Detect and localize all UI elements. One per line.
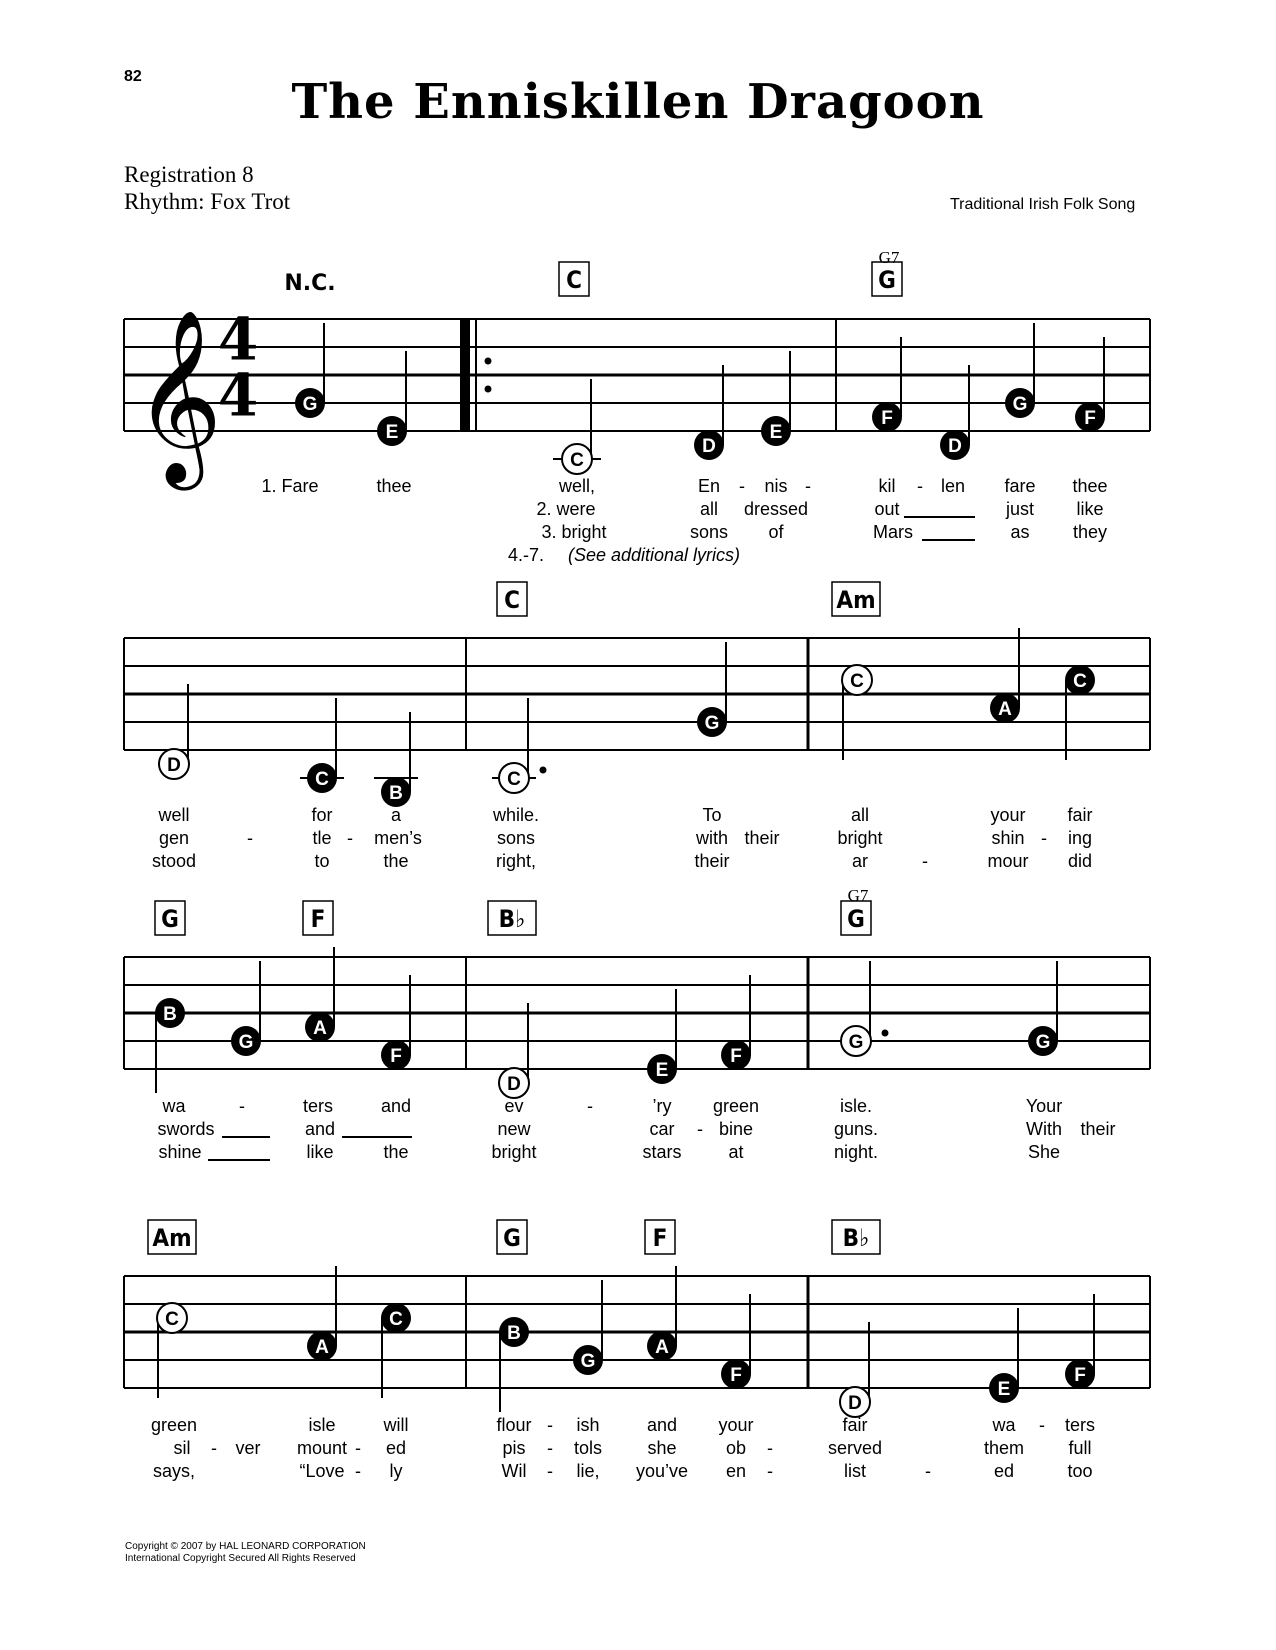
lyric-syllable: them	[983, 1438, 1025, 1458]
lyric-syllable: -	[547, 1461, 553, 1481]
lyric-syllable: flour	[496, 1415, 532, 1435]
note-letter: A	[315, 1337, 329, 1358]
note-letter: G	[302, 394, 318, 415]
note-letter: G	[848, 1032, 864, 1053]
lyric-syllable: -	[247, 828, 253, 848]
note-letter: C	[389, 1309, 403, 1330]
note-letter: C	[165, 1309, 179, 1330]
lyric-syllable: -	[805, 476, 811, 496]
note-letter: A	[313, 1018, 327, 1039]
note-letter: B	[507, 1323, 521, 1344]
lyric-syllable: lie,	[576, 1461, 600, 1481]
lyric-syllable: -	[547, 1415, 553, 1435]
note-letter: D	[702, 436, 716, 457]
lyric-syllable: She	[1027, 1142, 1061, 1162]
note-letter: D	[848, 1393, 862, 1414]
note-letter: C	[850, 671, 864, 692]
rhythm-label: Rhythm: Fox Trot	[124, 189, 291, 214]
lyric-syllable: -	[767, 1461, 773, 1481]
note-letter: C	[570, 450, 584, 471]
lyric-syllable: ar	[851, 851, 869, 871]
lyric-syllable: as	[1010, 522, 1030, 542]
lyric-syllable: stars	[642, 1142, 682, 1162]
lyric-syllable: mour	[987, 851, 1029, 871]
lyric-syllable: while.	[492, 805, 540, 825]
lyric-syllable: swords	[157, 1119, 215, 1139]
chord-name: Am	[836, 586, 876, 614]
lyric-syllable: 4.-7.	[507, 545, 545, 565]
lyric-syllable: ters	[1064, 1415, 1096, 1435]
note-letter: D	[167, 755, 181, 776]
lyric-syllable: 1. Fare	[261, 476, 319, 496]
lyric-syllable: -	[211, 1438, 217, 1458]
copyright-line: Copyright © 2007 by HAL LEONARD CORPORATION	[125, 1541, 366, 1552]
lyric-syllable: served	[827, 1438, 883, 1458]
note-letter: G	[704, 713, 720, 734]
lyric-syllable: ly	[389, 1461, 403, 1481]
lyric-syllable: right,	[495, 851, 537, 871]
lyric-syllable: shine	[158, 1142, 202, 1162]
lyric-syllable: -	[239, 1096, 245, 1116]
note-letter: C	[1073, 671, 1087, 692]
lyric-syllable: ver	[235, 1438, 261, 1458]
alternate-chord-name: G7	[847, 886, 869, 905]
note-letter: G	[238, 1032, 254, 1053]
lyric-syllable: sons	[496, 828, 536, 848]
lyric-syllable: 3. bright	[541, 522, 607, 542]
lyric-syllable: green	[712, 1096, 760, 1116]
lyric-syllable: of	[768, 522, 784, 542]
lyric-syllable: ters	[302, 1096, 334, 1116]
staff-system	[124, 1220, 1150, 1481]
lyric-syllable: well,	[558, 476, 596, 496]
note-letter: F	[881, 408, 893, 429]
lyric-syllable: ish	[576, 1415, 600, 1435]
lyric-syllable: like	[1076, 499, 1104, 519]
lyric-syllable: bright	[491, 1142, 537, 1162]
lyric-syllable: sil	[173, 1438, 191, 1458]
registration-label: Registration 8	[124, 162, 254, 187]
staff-system	[124, 248, 1150, 565]
lyric-syllable: she	[647, 1438, 677, 1458]
time-signature-top: 4	[217, 305, 259, 374]
no-chord-label: N.C.	[284, 271, 336, 296]
lyric-syllable: thee	[376, 476, 412, 496]
lyric-syllable: new	[497, 1119, 531, 1139]
lyric-syllable: all	[699, 499, 719, 519]
chord-name: Am	[152, 1224, 192, 1252]
lyric-syllable: -	[1039, 1415, 1045, 1435]
lyric-syllable: will	[383, 1415, 409, 1435]
alternate-chord-name: G7	[878, 248, 900, 267]
song-credit: Traditional Irish Folk Song	[950, 196, 1136, 213]
lyric-syllable: -	[355, 1461, 361, 1481]
lyric-syllable: your	[990, 805, 1026, 825]
note-dot	[882, 1030, 889, 1037]
staff-system	[124, 582, 1150, 871]
chord-name: B♭	[842, 1224, 870, 1252]
note-letter: G	[1035, 1032, 1051, 1053]
lyric-syllable: the	[383, 851, 409, 871]
lyric-syllable: shin	[991, 828, 1025, 848]
note-letter: E	[655, 1060, 669, 1081]
lyric-syllable: ev	[504, 1096, 524, 1116]
lyric-syllable: a	[390, 805, 402, 825]
lyric-syllable: your	[718, 1415, 754, 1435]
lyric-syllable: -	[587, 1096, 593, 1116]
note-letter: F	[730, 1046, 742, 1067]
lyric-syllable: len	[940, 476, 966, 496]
chord-name: G	[847, 905, 865, 933]
chord-name: C	[504, 586, 520, 614]
lyric-syllable: -	[355, 1438, 361, 1458]
lyric-syllable: ob	[725, 1438, 747, 1458]
lyric-syllable: well	[158, 805, 190, 825]
lyric-syllable: you’ve	[635, 1461, 689, 1481]
lyric-syllable: guns.	[833, 1119, 879, 1139]
lyric-syllable: sons	[689, 522, 729, 542]
lyric-syllable: -	[1041, 828, 1047, 848]
lyric-syllable: their	[1080, 1119, 1116, 1139]
chord-name: G	[503, 1224, 521, 1252]
lyric-syllable: and	[304, 1119, 336, 1139]
lyric-syllable: -	[347, 828, 353, 848]
lyric-syllable: Wil	[501, 1461, 527, 1481]
lyric-syllable: they	[1072, 522, 1108, 542]
lyric-syllable: “Love	[299, 1461, 345, 1481]
note-letter: F	[390, 1046, 402, 1067]
note-letter: F	[1084, 408, 1096, 429]
lyric-syllable: men’s	[374, 828, 422, 848]
lyric-syllable: their	[744, 828, 780, 848]
note-letter: C	[315, 769, 329, 790]
song-title: The Enniskillen Dragoon	[291, 74, 985, 130]
lyric-syllable: fare	[1004, 476, 1036, 496]
lyric-syllable: isle.	[839, 1096, 873, 1116]
lyric-syllable: To	[702, 805, 722, 825]
repeat-barline-thick	[460, 319, 470, 431]
lyric-syllable: their	[694, 851, 730, 871]
lyric-syllable: ’ry	[652, 1096, 672, 1116]
lyric-syllable: with	[695, 828, 729, 848]
lyric-syllable: tols	[573, 1438, 603, 1458]
lyric-syllable: dressed	[743, 499, 809, 519]
lyric-syllable: fair	[1067, 805, 1093, 825]
lyric-syllable: With	[1026, 1119, 1062, 1139]
lyric-syllable: ed	[385, 1438, 407, 1458]
lyric-syllable: -	[767, 1438, 773, 1458]
lyric-syllable: kil	[878, 476, 896, 496]
note-letter: E	[385, 422, 399, 443]
lyric-syllable: and	[380, 1096, 412, 1116]
lyric-syllable: gen	[158, 828, 190, 848]
note-letter: D	[948, 436, 962, 457]
lyric-syllable: says,	[152, 1461, 196, 1481]
chord-name: C	[566, 266, 582, 294]
lyric-syllable: too	[1067, 1461, 1093, 1481]
lyric-syllable: fair	[842, 1415, 868, 1435]
note-letter: F	[730, 1365, 742, 1386]
lyric-syllable: -	[925, 1461, 931, 1481]
lyric-syllable: all	[850, 805, 870, 825]
note-letter: A	[655, 1337, 669, 1358]
lyric-syllable: did	[1067, 851, 1093, 871]
copyright-line: International Copyright Secured All Rights Reserved	[125, 1553, 356, 1564]
lyric-syllable: thee	[1072, 476, 1108, 496]
note-letter: D	[507, 1074, 521, 1095]
staff-system	[124, 886, 1150, 1162]
lyric-syllable: En	[697, 476, 721, 496]
lyric-syllable: at	[728, 1142, 744, 1162]
lyric-syllable: full	[1068, 1438, 1092, 1458]
lyric-syllable: out	[874, 499, 900, 519]
lyric-syllable: the	[383, 1142, 409, 1162]
lyric-syllable: tle	[312, 828, 332, 848]
note-letter: G	[580, 1351, 596, 1372]
note-letter: F	[1074, 1365, 1086, 1386]
note-letter: E	[997, 1379, 1011, 1400]
lyric-syllable: -	[697, 1119, 703, 1139]
lyric-syllable: Your	[1025, 1096, 1063, 1116]
lyric-syllable: 2. were	[536, 499, 596, 519]
note-letter: A	[998, 699, 1012, 720]
chord-name: B♭	[498, 905, 526, 933]
lyric-syllable: pis	[502, 1438, 526, 1458]
lyric-syllable: just	[1005, 499, 1035, 519]
lyric-syllable: green	[150, 1415, 198, 1435]
lyric-syllable: wa	[992, 1415, 1016, 1435]
lyric-syllable: (See additional lyrics)	[567, 545, 741, 565]
chord-name: G	[161, 905, 179, 933]
lyric-syllable: Mars	[873, 522, 913, 542]
note-letter: E	[769, 422, 783, 443]
lyric-syllable: car	[649, 1119, 675, 1139]
lyric-syllable: -	[547, 1438, 553, 1458]
page-number: 82	[124, 68, 142, 85]
lyric-syllable: bine	[718, 1119, 754, 1139]
time-signature-bottom: 4	[217, 361, 259, 430]
lyric-syllable: wa	[162, 1096, 186, 1116]
lyric-syllable: to	[314, 851, 330, 871]
lyric-syllable: isle	[308, 1415, 336, 1435]
lyric-syllable: ing	[1067, 828, 1093, 848]
lyric-syllable: -	[739, 476, 745, 496]
lyric-syllable: ed	[993, 1461, 1015, 1481]
note-letter: C	[507, 769, 521, 790]
note-letter: G	[1012, 394, 1028, 415]
lyric-syllable: list	[844, 1461, 866, 1481]
lyric-syllable: stood	[151, 851, 197, 871]
lyric-syllable: night.	[833, 1142, 879, 1162]
lyric-syllable: -	[922, 851, 928, 871]
chord-name: G	[878, 266, 896, 294]
lyric-syllable: like	[306, 1142, 334, 1162]
note-dot	[540, 767, 547, 774]
repeat-dot	[485, 386, 492, 393]
treble-clef-icon: 𝄞	[133, 309, 223, 483]
lyric-syllable: en	[725, 1461, 747, 1481]
chord-name: F	[652, 1224, 668, 1252]
lyric-syllable: and	[646, 1415, 678, 1435]
note-letter: B	[389, 783, 403, 804]
lyric-syllable: nis	[764, 476, 788, 496]
lyric-syllable: -	[917, 476, 923, 496]
lyric-syllable: mount	[296, 1438, 348, 1458]
note-letter: B	[163, 1004, 177, 1025]
lyric-syllable: bright	[837, 828, 883, 848]
repeat-dot	[485, 358, 492, 365]
chord-name: F	[310, 905, 326, 933]
lyric-syllable: for	[311, 805, 333, 825]
